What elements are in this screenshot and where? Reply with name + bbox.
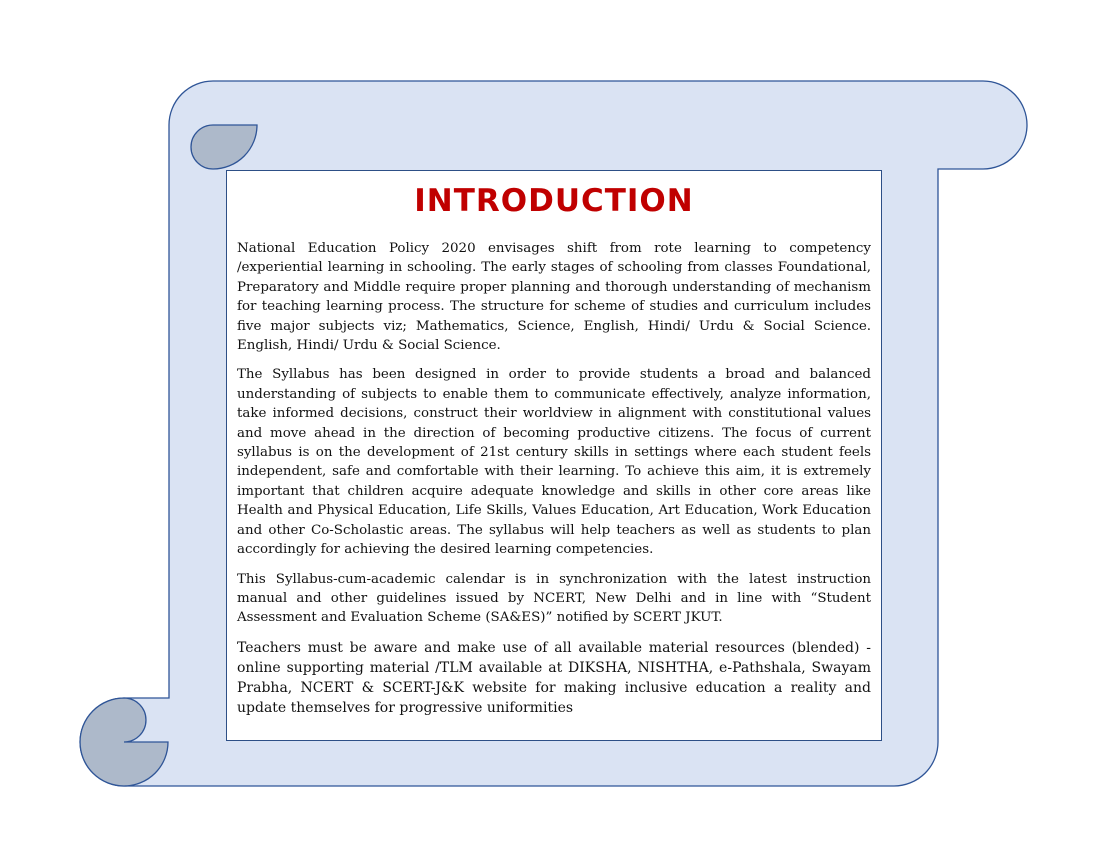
- paragraph-nep: National Education Policy 2020 envisages shift from rote learning to competency /experiential learning in schooling. The early stages of schooling from classes Foundational, Preparatory and Middle require proper planning and thorough understanding of mechanism for teaching learning process. The structure for scheme of studies and curriculum includes five major subjects viz; Mathematics, Science, English, Hindi/ Urdu & Social Science. English, Hindi/ Urdu & Social Science.: [237, 241, 871, 354]
- page-title: INTRODUCTION: [414, 183, 694, 219]
- paragraph-teachers: Teachers must be aware and make use of all available material resources (blended) - online supporting material /TLM available at DIKSHA, NISHTHA, e-Pathshala, Swayam Prabha, NCERT & SCERT-J&K website for making inclusive education a reality and update themselves for progressive uniformities: [237, 639, 871, 716]
- introduction-panel: [226, 170, 882, 741]
- paragraph-syllabus-design: The Syllabus has been designed in order to provide students a broad and balanced understanding of subjects to enable them to communicate effectively, analyze information, take informed decisions, construct their worldview in alignment with constitutional values and move ahead in the direction of becoming productive citizens. The focus of current syllabus is on the development of 21st century skills in settings where each student feels independent, safe and comfortable with their learning. To achieve this aim, it is extremely important that children acquire adequate knowledge and skills in other core areas like Health and Physical Education, Life Skills, Values Education, Art Education, Work Education and other Co-Scholastic areas. The syllabus will help teachers as well as students to plan accordingly for achieving the desired learning competencies.: [237, 367, 871, 558]
- paragraph-calendar: This Syllabus-cum-academic calendar is in synchronization with the latest instruction manual and other guidelines issued by NCERT, New Delhi and in line with “Student Assessment and Evaluation Scheme (SA&ES)” notified by SCERT JKUT.: [237, 571, 871, 626]
